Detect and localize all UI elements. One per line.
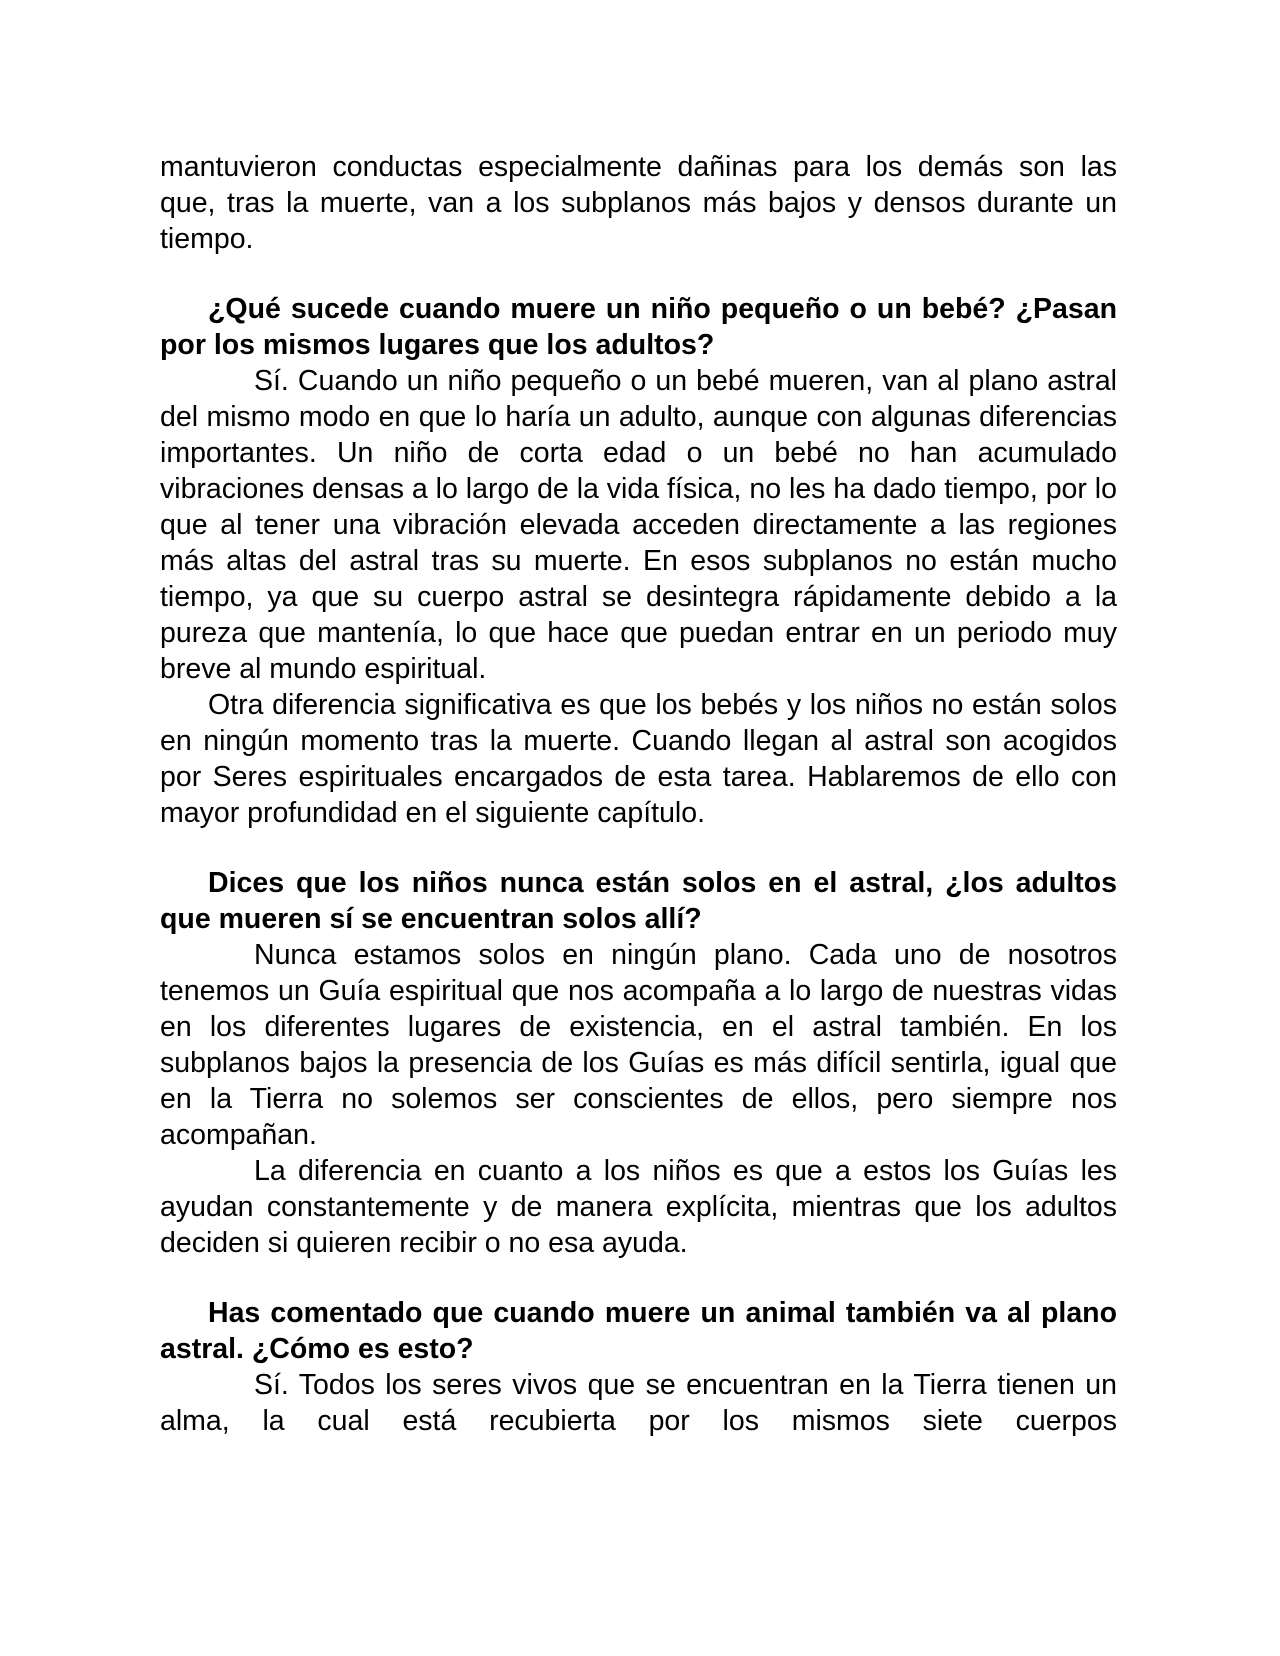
paragraph-continuation: mantuvieron conductas especialmente dañinas para los demás son las que, tras la muerte, van a los subplanos más bajos y densos durante un tiempo. — [160, 151, 1117, 255]
answer-paragraph: Nunca estamos solos en ningún plano. Cada uno de nosotros tenemos un Guía espiritual que nos acompaña a lo largo de nuestras vidas en los diferentes lugares de existencia, en el astral también. En los subplanos bajos la presencia de los Guías es más difícil sentirla, igual que en la Tierra no solemos ser conscientes de ellos, pero siempre nos acompañan. — [160, 939, 1117, 1151]
question-heading-animals: Has comentado que cuando muere un animal también va al plano astral. ¿Cómo es esto? — [160, 1297, 1117, 1365]
answer-paragraph: La diferencia en cuanto a los niños es que a estos los Guías les ayudan constantemente y de manera explícita, mientras que los adultos deciden si quieren recibir o no esa ayuda. — [160, 1155, 1117, 1259]
document-page — [160, 149, 1117, 1439]
question-heading-babies: ¿Qué sucede cuando muere un niño pequeño o un bebé? ¿Pasan por los mismos lugares que los adultos? — [160, 293, 1117, 361]
answer-paragraph: Sí. Cuando un niño pequeño o un bebé mueren, van al plano astral del mismo modo en que lo haría un adulto, aunque con algunas diferencias importantes. Un niño de corta edad o un bebé no han acumulado vibraciones densas a lo largo de la vida física, no les ha dado tiempo, por lo que al tener una vibración elevada acceden directamente a las regiones más altas del astral tras su muerte. En esos subplanos no están mucho tiempo, ya que su cuerpo astral se desintegra rápidamente debido a la pureza que mantenía, lo que hace que puedan entrar en un periodo muy breve al mundo espiritual. — [160, 365, 1117, 685]
question-heading-adults: Dices que los niños nunca están solos en el astral, ¿los adultos que mueren sí se encuentran solos allí? — [160, 867, 1117, 935]
answer-paragraph: Sí. Todos los seres vivos que se encuentran en la Tierra tienen un alma, la cual está recubierta por los mismos siete cuerpos — [160, 1369, 1117, 1437]
answer-paragraph: Otra diferencia significativa es que los bebés y los niños no están solos en ningún momento tras la muerte. Cuando llegan al astral son acogidos por Seres espirituales encargados de esta tarea. Hablaremos de ello con mayor profundidad en el siguiente capítulo. — [160, 689, 1117, 829]
